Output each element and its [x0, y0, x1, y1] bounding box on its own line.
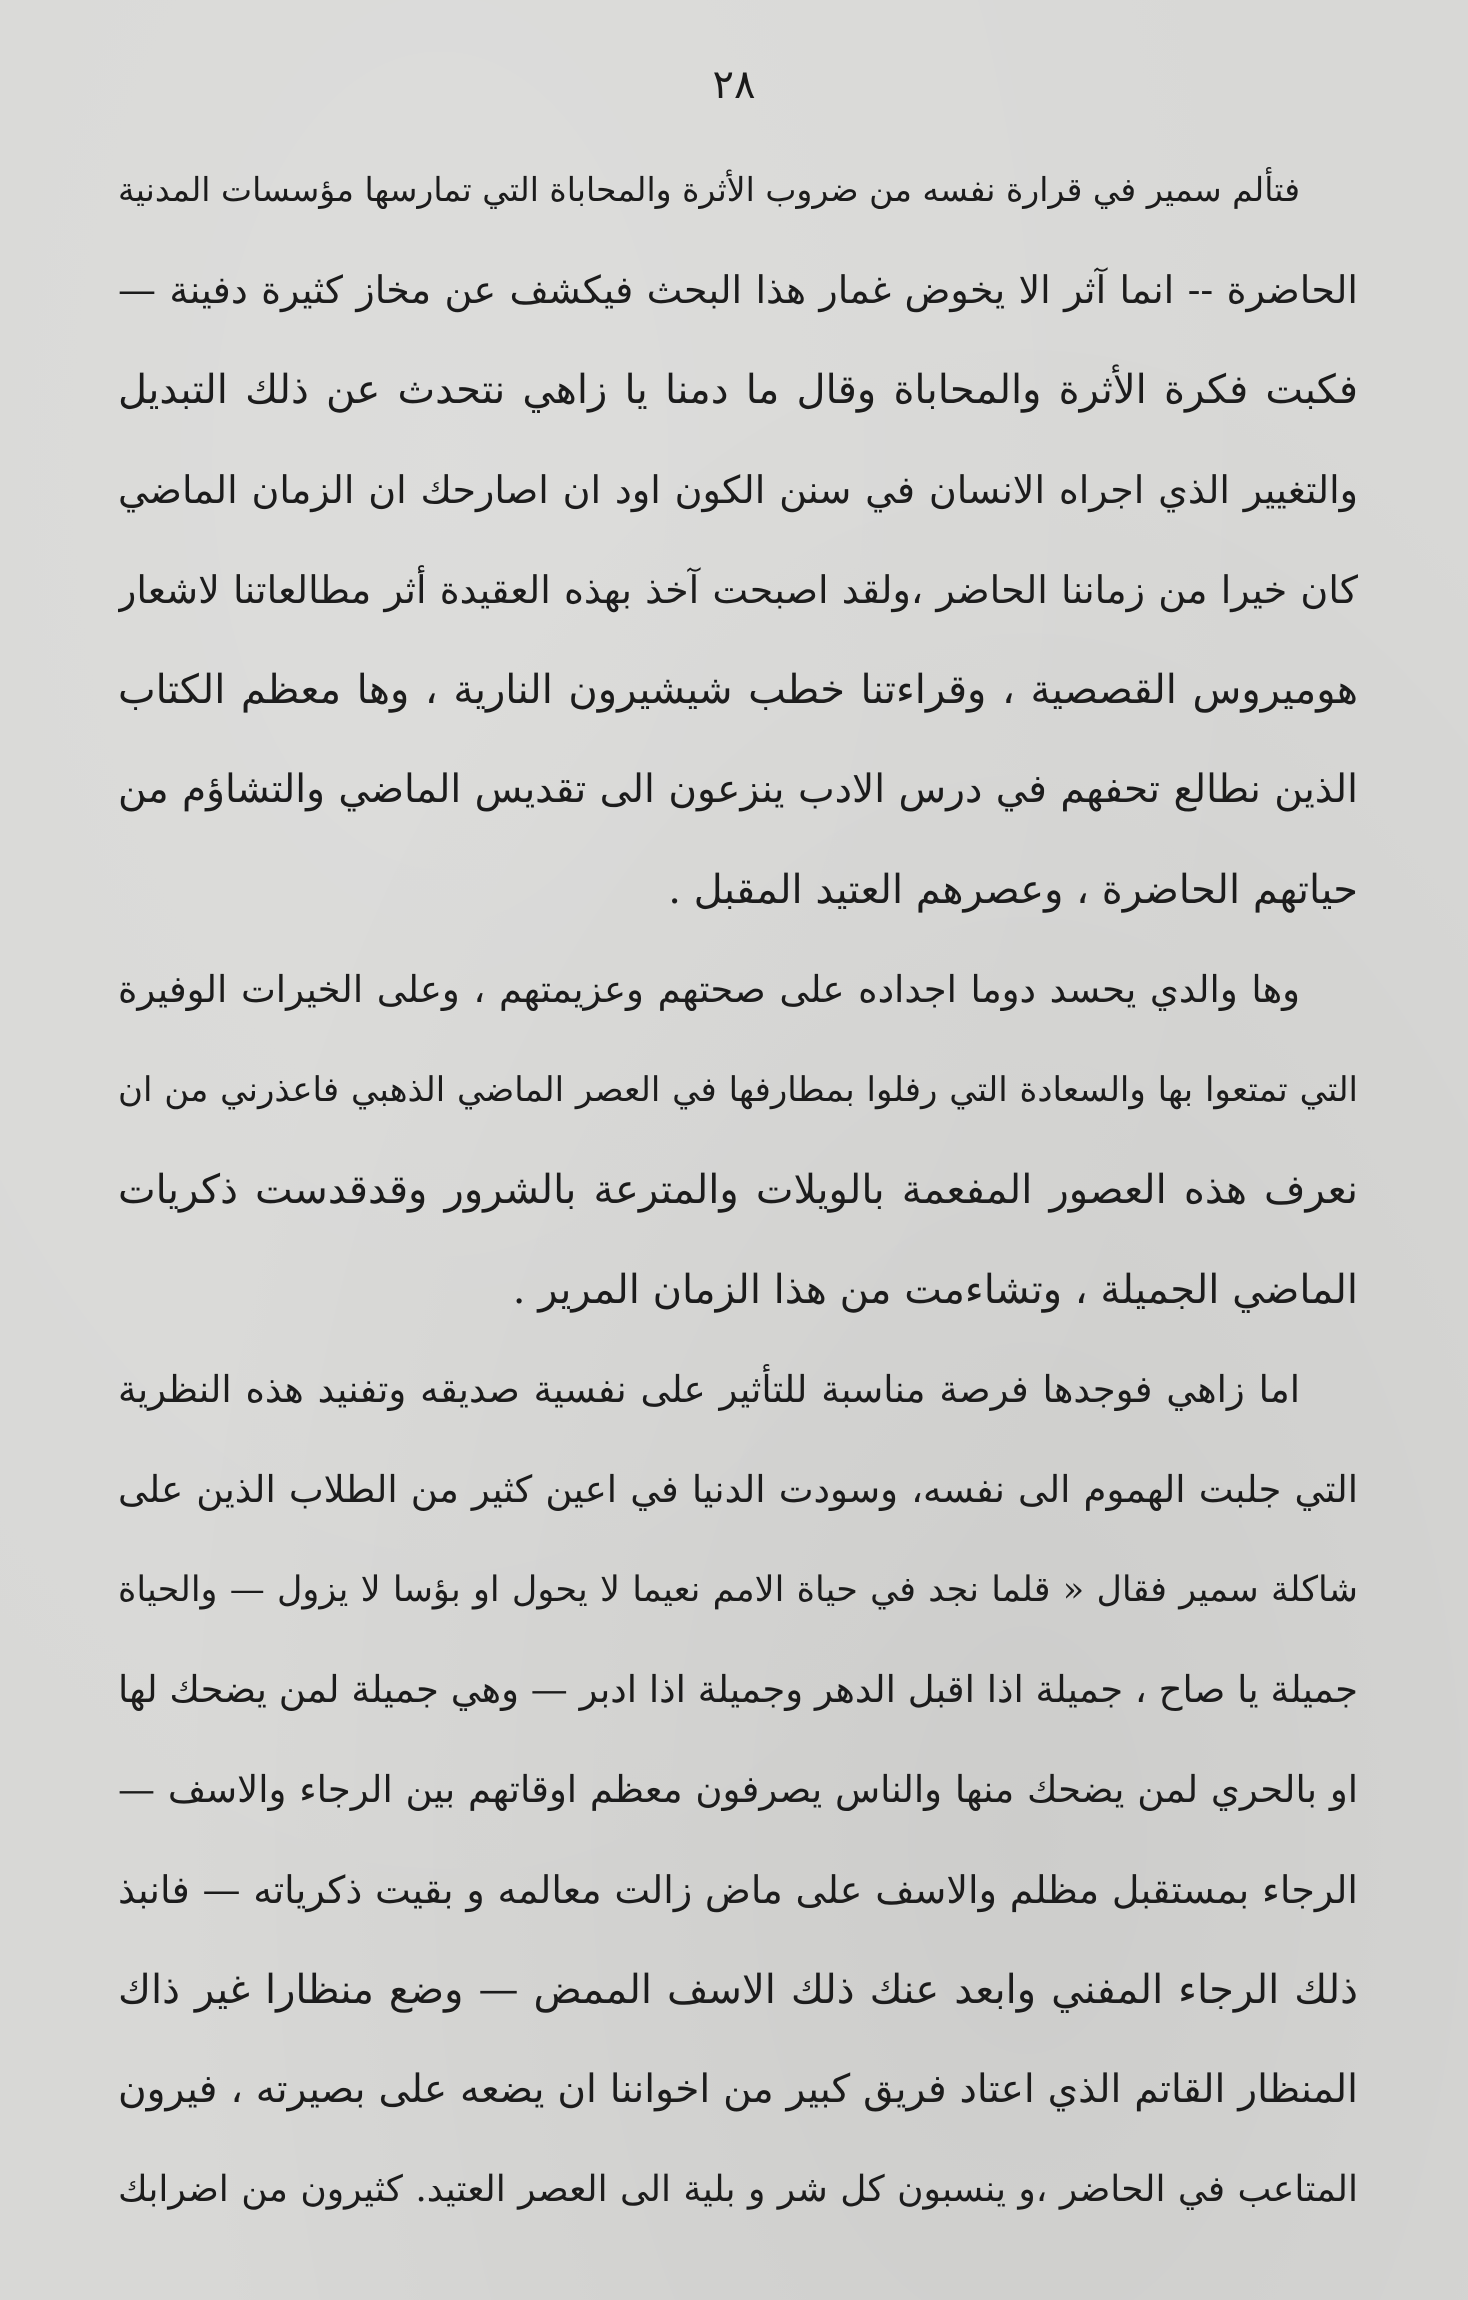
text-line: اما زاهي فوجدها فرصة مناسبة للتأثير على نفسية صديقه وتفنيد هذه النظرية	[118, 1368, 1300, 1411]
text-line: حياتهم الحاضرة ، وعصرهم العتيد المقبل .	[668, 867, 1358, 913]
text-line: نعرف هذه العصور المفعمة بالويلات والمترعة بالشرور وقدقدست ذكريات	[118, 1167, 1358, 1213]
body-text	[118, 140, 1358, 2240]
text-line: المنظار القاتم الذي اعتاد فريق كبير من اخواننا ان يضعه على بصيرته ، فيرون	[118, 2067, 1358, 2112]
text-line: جميلة يا صاح ، جميلة اذا اقبل الدهر وجميلة اذا ادبر — وهي جميلة لمن يضحك لها	[118, 1668, 1358, 1711]
text-line: كان خيرا من زماننا الحاضر ،ولقد اصبحت آخذ بهذه العقيدة أثر مطالعاتنا لاشعار	[118, 568, 1358, 612]
text-line: الماضي الجميلة ، وتشاءمت من هذا الزمان المرير .	[512, 1267, 1358, 1313]
page-number: ٢٨	[712, 62, 756, 108]
text-line: فكبت فكرة الأثرة والمحاباة وقال ما دمنا يا زاهي نتحدث عن ذلك التبديل	[118, 367, 1358, 413]
text-line: التي جلبت الهموم الى نفسه، وسودت الدنيا في اعين كثير من الطلاب الذين على	[118, 1468, 1358, 1511]
text-line: هوميروس القصصية ، وقراءتنا خطب شيشيرون النارية ، وها معظم الكتاب	[118, 667, 1358, 713]
text-line: او بالحري لمن يضحك منها والناس يصرفون معظم اوقاتهم بين الرجاء والاسف —	[118, 1768, 1358, 1811]
text-line: المتاعب في الحاضر ،و ينسبون كل شر و بلية الى العصر العتيد. كثيرون من اضرابك	[118, 2169, 1358, 2210]
text-line: التي تمتعوا بها والسعادة التي رفلوا بمطارفها في العصر الماضي الذهبي فاعذرني من ان	[118, 1070, 1358, 1110]
text-line: الرجاء بمستقبل مظلم والاسف على ماض زالت معالمه و بقيت ذكرياته — فانبذ	[118, 1868, 1358, 1912]
text-line: والتغيير الذي اجراه الانسان في سنن الكون اود ان اصارحك ان الزمان الماضي	[118, 468, 1358, 512]
text-line: شاكلة سمير فقال « قلما نجد في حياة الامم نعيما لا يحول او بؤسا لا يزول — والحياة	[118, 1570, 1358, 1610]
text-line: فتألم سمير في قرارة نفسه من ضروب الأثرة والمحاباة التي تمارسها مؤسسات المدنية	[118, 170, 1300, 209]
text-line: ذلك الرجاء المفني وابعد عنك ذلك الاسف الممض — وضع منظارا غير ذاك	[118, 1967, 1358, 2013]
text-line: وها والدي يحسد دوما اجداده على صحتهم وعزيمتهم ، وعلى الخيرات الوفيرة	[118, 968, 1300, 1011]
text-line: الحاضرة -- انما آثر الا يخوض غمار هذا البحث فيكشف عن مخاز كثيرة دفينة —	[118, 268, 1358, 312]
text-line: الذين نطالع تحفهم في درس الادب ينزعون الى تقديس الماضي والتشاؤم من	[118, 767, 1358, 812]
